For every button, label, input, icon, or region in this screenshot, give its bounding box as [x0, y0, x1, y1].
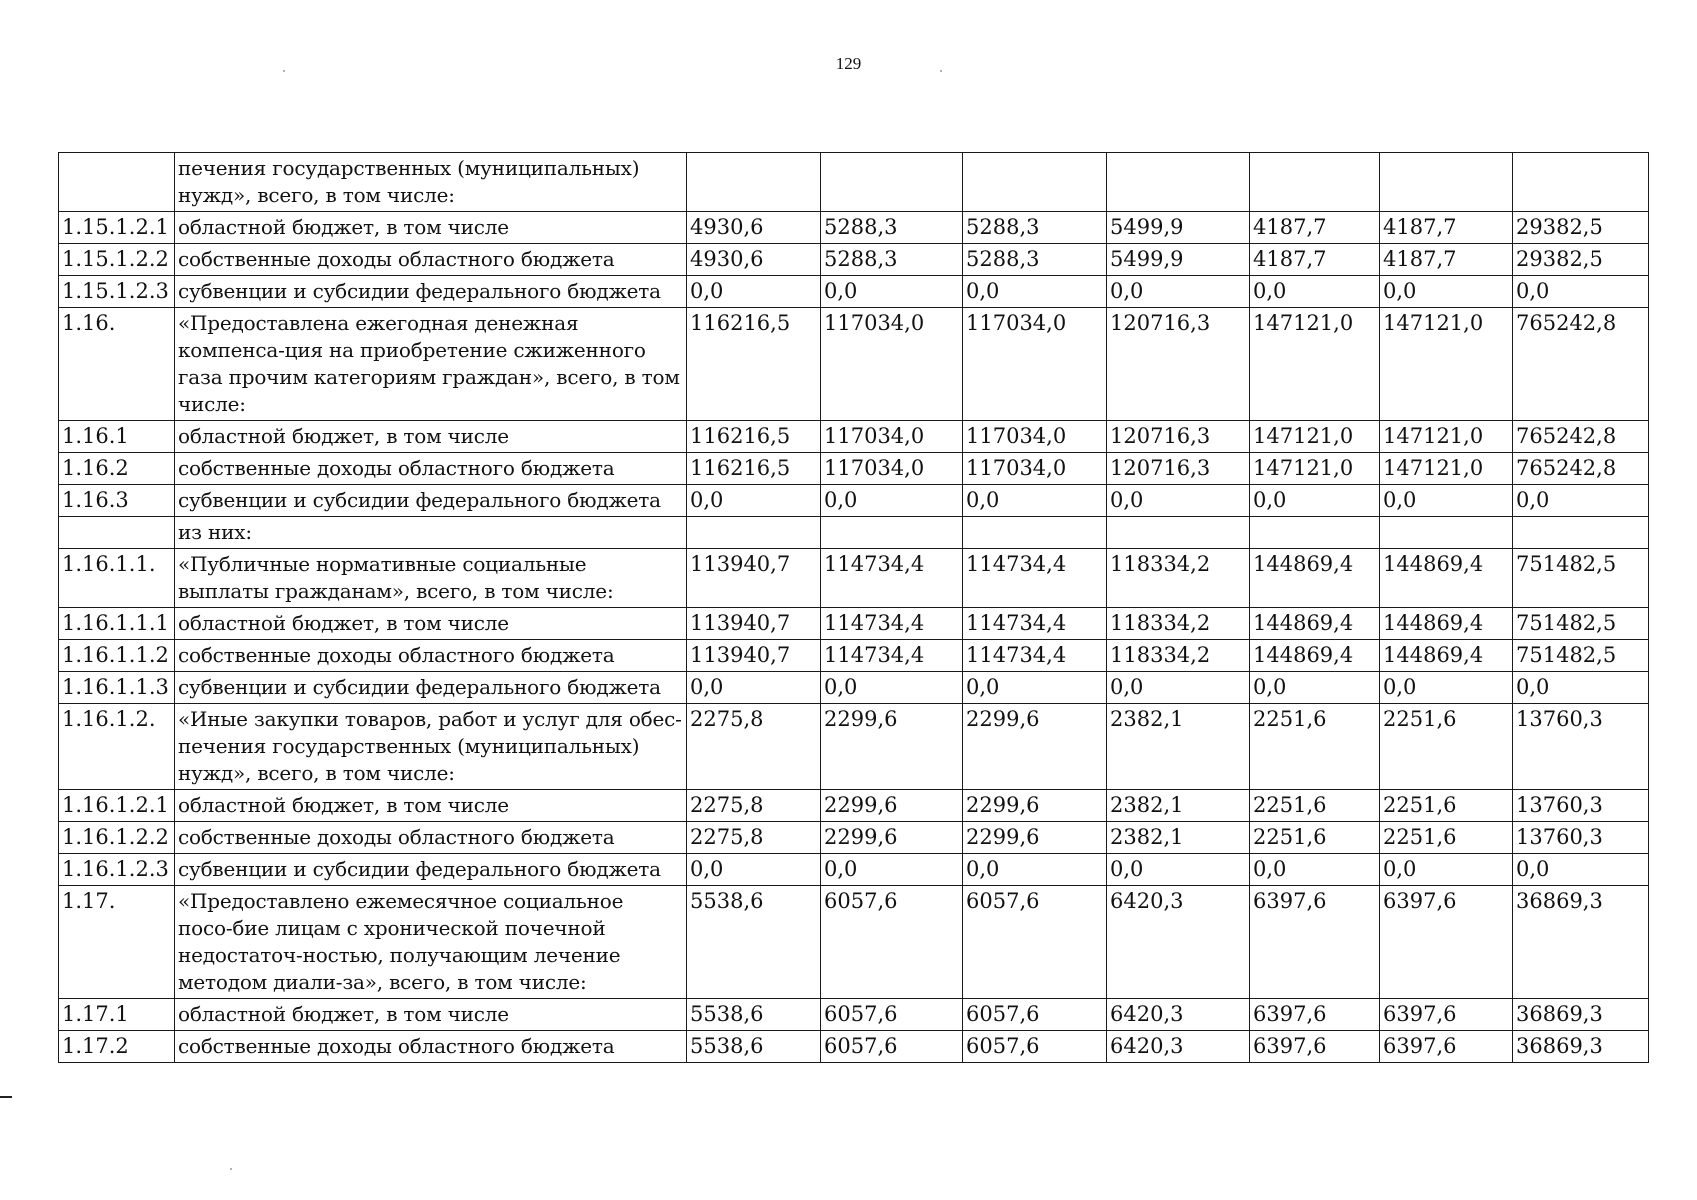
- row-code-cell: 1.15.1.2.3: [59, 276, 175, 308]
- row-value-cell: 13760,3: [1513, 822, 1649, 854]
- row-code-cell: 1.16.2: [59, 453, 175, 485]
- scan-speck: [283, 70, 285, 72]
- row-value-cell: [1250, 517, 1380, 549]
- table-row: [59, 453, 1649, 485]
- row-value-cell: 765242,8: [1513, 421, 1649, 453]
- row-value-cell: 2382,1: [1107, 822, 1250, 854]
- table-row: [59, 640, 1649, 672]
- row-value-cell: 6057,6: [963, 886, 1107, 999]
- row-value-cell: 118334,2: [1107, 608, 1250, 640]
- row-code-cell: 1.17.: [59, 886, 175, 999]
- row-value-cell: 0,0: [1107, 276, 1250, 308]
- row-value-cell: 117034,0: [963, 421, 1107, 453]
- row-code-cell: 1.16.3: [59, 485, 175, 517]
- row-value-cell: 29382,5: [1513, 212, 1649, 244]
- row-code-cell: 1.16.1.2.3: [59, 854, 175, 886]
- row-description-cell: собственные доходы областного бюджета: [175, 453, 687, 485]
- row-value-cell: 2251,6: [1380, 704, 1513, 790]
- table-row: [59, 153, 1649, 212]
- row-code-cell: 1.16.1.2.: [59, 704, 175, 790]
- row-description-cell: «Предоставлена ежегодная денежная компенса-ция на приобретение сжиженного газа прочим категориям граждан», всего, в том числе:: [175, 308, 687, 421]
- margin-mark: [0, 1096, 12, 1098]
- row-value-cell: 120716,3: [1107, 453, 1250, 485]
- row-value-cell: 6420,3: [1107, 1031, 1250, 1063]
- row-value-cell: 117034,0: [821, 453, 963, 485]
- row-value-cell: [1107, 517, 1250, 549]
- table-row: [59, 704, 1649, 790]
- row-value-cell: 13760,3: [1513, 790, 1649, 822]
- row-value-cell: 114734,4: [963, 608, 1107, 640]
- row-value-cell: 147121,0: [1250, 421, 1380, 453]
- row-value-cell: 4187,7: [1250, 244, 1380, 276]
- row-value-cell: 5538,6: [687, 886, 821, 999]
- table-body: [59, 153, 1649, 1063]
- row-value-cell: 116216,5: [687, 453, 821, 485]
- row-value-cell: 36869,3: [1513, 999, 1649, 1031]
- row-value-cell: 5538,6: [687, 999, 821, 1031]
- row-value-cell: 6057,6: [963, 1031, 1107, 1063]
- row-description-cell: собственные доходы областного бюджета: [175, 640, 687, 672]
- row-code-cell: [59, 517, 175, 549]
- row-code-cell: 1.15.1.2.1: [59, 212, 175, 244]
- row-description-cell: субвенции и субсидии федерального бюджета: [175, 276, 687, 308]
- table-row: [59, 517, 1649, 549]
- row-value-cell: 147121,0: [1250, 308, 1380, 421]
- table-row: [59, 485, 1649, 517]
- table-row: [59, 549, 1649, 608]
- row-value-cell: 0,0: [1513, 485, 1649, 517]
- row-description-cell: субвенции и субсидии федерального бюджета: [175, 485, 687, 517]
- row-value-cell: 6397,6: [1250, 1031, 1380, 1063]
- row-value-cell: 0,0: [1107, 485, 1250, 517]
- row-value-cell: 0,0: [1250, 485, 1380, 517]
- row-value-cell: 765242,8: [1513, 308, 1649, 421]
- row-value-cell: 116216,5: [687, 421, 821, 453]
- scan-speck: [940, 70, 942, 72]
- row-value-cell: 2251,6: [1250, 822, 1380, 854]
- budget-table: [58, 152, 1649, 1063]
- row-code-cell: 1.16.1.1.: [59, 549, 175, 608]
- row-value-cell: [1250, 153, 1380, 212]
- row-value-cell: 144869,4: [1250, 640, 1380, 672]
- row-value-cell: 118334,2: [1107, 640, 1250, 672]
- row-code-cell: 1.17.1: [59, 999, 175, 1031]
- row-code-cell: 1.16.1: [59, 421, 175, 453]
- row-value-cell: 120716,3: [1107, 308, 1250, 421]
- row-code-cell: 1.17.2: [59, 1031, 175, 1063]
- row-value-cell: 6057,6: [963, 999, 1107, 1031]
- row-value-cell: 2251,6: [1250, 790, 1380, 822]
- row-value-cell: 0,0: [821, 276, 963, 308]
- row-description-cell: «Публичные нормативные социальные выплаты гражданам», всего, в том числе:: [175, 549, 687, 608]
- row-value-cell: 751482,5: [1513, 608, 1649, 640]
- row-value-cell: [821, 517, 963, 549]
- row-value-cell: 6420,3: [1107, 999, 1250, 1031]
- row-value-cell: 4187,7: [1380, 244, 1513, 276]
- row-value-cell: 0,0: [687, 276, 821, 308]
- row-value-cell: 144869,4: [1380, 608, 1513, 640]
- row-value-cell: 6397,6: [1380, 1031, 1513, 1063]
- row-description-cell: из них:: [175, 517, 687, 549]
- row-value-cell: 29382,5: [1513, 244, 1649, 276]
- row-value-cell: 147121,0: [1380, 308, 1513, 421]
- row-value-cell: 0,0: [1250, 854, 1380, 886]
- row-value-cell: 2275,8: [687, 790, 821, 822]
- row-value-cell: 2299,6: [963, 822, 1107, 854]
- row-value-cell: 5288,3: [821, 244, 963, 276]
- row-value-cell: [1380, 517, 1513, 549]
- table-row: [59, 999, 1649, 1031]
- row-value-cell: 144869,4: [1250, 608, 1380, 640]
- row-code-cell: 1.16.: [59, 308, 175, 421]
- row-description-cell: печения государственных (муниципальных) нужд», всего, в том числе:: [175, 153, 687, 212]
- row-value-cell: 2275,8: [687, 822, 821, 854]
- row-description-cell: собственные доходы областного бюджета: [175, 244, 687, 276]
- row-value-cell: 114734,4: [963, 549, 1107, 608]
- row-value-cell: [963, 517, 1107, 549]
- row-value-cell: 6397,6: [1380, 886, 1513, 999]
- row-value-cell: 0,0: [1250, 276, 1380, 308]
- row-value-cell: 0,0: [687, 854, 821, 886]
- row-description-cell: субвенции и субсидии федерального бюджета: [175, 854, 687, 886]
- row-description-cell: областной бюджет, в том числе: [175, 790, 687, 822]
- table-row: [59, 822, 1649, 854]
- table-row: [59, 608, 1649, 640]
- row-description-cell: «Иные закупки товаров, работ и услуг для обес-печения государственных (муниципальных) нужд», всего, в том числе:: [175, 704, 687, 790]
- row-value-cell: 765242,8: [1513, 453, 1649, 485]
- row-value-cell: 147121,0: [1380, 453, 1513, 485]
- row-value-cell: 5288,3: [821, 212, 963, 244]
- row-value-cell: 5499,9: [1107, 244, 1250, 276]
- table-row: [59, 886, 1649, 999]
- row-code-cell: 1.15.1.2.2: [59, 244, 175, 276]
- row-value-cell: 0,0: [1513, 276, 1649, 308]
- row-value-cell: 0,0: [687, 672, 821, 704]
- budget-table-container: [58, 152, 1648, 1063]
- row-value-cell: 2251,6: [1250, 704, 1380, 790]
- row-value-cell: 0,0: [1107, 672, 1250, 704]
- row-description-cell: областной бюджет, в том числе: [175, 999, 687, 1031]
- row-description-cell: «Предоставлено ежемесячное социальное посо-бие лицам с хронической почечной недостаточ-ностью, получающим лечение методом диали-за», всего, в том числе:: [175, 886, 687, 999]
- row-value-cell: 0,0: [1380, 854, 1513, 886]
- row-description-cell: областной бюджет, в том числе: [175, 212, 687, 244]
- row-value-cell: 117034,0: [821, 421, 963, 453]
- row-value-cell: [1513, 153, 1649, 212]
- row-value-cell: 114734,4: [821, 640, 963, 672]
- row-value-cell: 0,0: [1380, 485, 1513, 517]
- row-value-cell: 144869,4: [1380, 640, 1513, 672]
- row-code-cell: 1.16.1.2.2: [59, 822, 175, 854]
- row-value-cell: 36869,3: [1513, 886, 1649, 999]
- row-value-cell: 2299,6: [821, 704, 963, 790]
- table-row: [59, 308, 1649, 421]
- row-value-cell: 0,0: [1513, 854, 1649, 886]
- row-value-cell: 6057,6: [821, 1031, 963, 1063]
- row-value-cell: 113940,7: [687, 608, 821, 640]
- row-value-cell: 0,0: [821, 854, 963, 886]
- row-code-cell: [59, 153, 175, 212]
- row-value-cell: 4187,7: [1380, 212, 1513, 244]
- table-row: [59, 1031, 1649, 1063]
- row-value-cell: 5499,9: [1107, 212, 1250, 244]
- row-value-cell: 2382,1: [1107, 704, 1250, 790]
- row-value-cell: 0,0: [1513, 672, 1649, 704]
- row-value-cell: 6057,6: [821, 999, 963, 1031]
- table-row: [59, 790, 1649, 822]
- page-number: 129: [835, 54, 862, 73]
- row-value-cell: 2382,1: [1107, 790, 1250, 822]
- row-value-cell: 0,0: [963, 276, 1107, 308]
- row-value-cell: 13760,3: [1513, 704, 1649, 790]
- row-code-cell: 1.16.1.1.2: [59, 640, 175, 672]
- row-value-cell: 116216,5: [687, 308, 821, 421]
- row-value-cell: 2299,6: [821, 822, 963, 854]
- row-value-cell: [687, 517, 821, 549]
- table-row: [59, 244, 1649, 276]
- row-value-cell: 5288,3: [963, 212, 1107, 244]
- scan-speck: [230, 1168, 232, 1170]
- row-value-cell: 117034,0: [821, 308, 963, 421]
- table-row: [59, 212, 1649, 244]
- row-value-cell: 114734,4: [963, 640, 1107, 672]
- row-value-cell: 4930,6: [687, 244, 821, 276]
- row-value-cell: 2299,6: [963, 790, 1107, 822]
- row-value-cell: [821, 153, 963, 212]
- row-value-cell: 6420,3: [1107, 886, 1250, 999]
- row-value-cell: 147121,0: [1380, 421, 1513, 453]
- row-value-cell: [1107, 153, 1250, 212]
- row-value-cell: 114734,4: [821, 549, 963, 608]
- row-value-cell: 6397,6: [1250, 999, 1380, 1031]
- row-description-cell: собственные доходы областного бюджета: [175, 1031, 687, 1063]
- row-value-cell: 6397,6: [1250, 886, 1380, 999]
- row-value-cell: 118334,2: [1107, 549, 1250, 608]
- row-value-cell: 2251,6: [1380, 790, 1513, 822]
- row-value-cell: 0,0: [1250, 672, 1380, 704]
- row-value-cell: 6057,6: [821, 886, 963, 999]
- row-value-cell: 114734,4: [821, 608, 963, 640]
- row-value-cell: 113940,7: [687, 549, 821, 608]
- row-value-cell: 113940,7: [687, 640, 821, 672]
- row-value-cell: 0,0: [821, 485, 963, 517]
- row-value-cell: 120716,3: [1107, 421, 1250, 453]
- table-row: [59, 672, 1649, 704]
- row-value-cell: 4930,6: [687, 212, 821, 244]
- row-value-cell: 2299,6: [963, 704, 1107, 790]
- table-row: [59, 421, 1649, 453]
- row-description-cell: областной бюджет, в том числе: [175, 608, 687, 640]
- row-value-cell: 751482,5: [1513, 640, 1649, 672]
- table-row: [59, 854, 1649, 886]
- row-value-cell: 117034,0: [963, 453, 1107, 485]
- row-value-cell: [687, 153, 821, 212]
- row-value-cell: [1513, 517, 1649, 549]
- row-value-cell: 0,0: [1107, 854, 1250, 886]
- table-row: [59, 276, 1649, 308]
- row-value-cell: 144869,4: [1380, 549, 1513, 608]
- row-value-cell: 2299,6: [821, 790, 963, 822]
- row-description-cell: собственные доходы областного бюджета: [175, 822, 687, 854]
- row-value-cell: 147121,0: [1250, 453, 1380, 485]
- row-value-cell: [1380, 153, 1513, 212]
- row-value-cell: 0,0: [687, 485, 821, 517]
- row-description-cell: областной бюджет, в том числе: [175, 421, 687, 453]
- row-value-cell: 4187,7: [1250, 212, 1380, 244]
- row-code-cell: 1.16.1.2.1: [59, 790, 175, 822]
- row-value-cell: 5288,3: [963, 244, 1107, 276]
- row-code-cell: 1.16.1.1.1: [59, 608, 175, 640]
- row-value-cell: 0,0: [1380, 276, 1513, 308]
- row-value-cell: 0,0: [963, 854, 1107, 886]
- row-value-cell: 751482,5: [1513, 549, 1649, 608]
- row-value-cell: 144869,4: [1250, 549, 1380, 608]
- row-value-cell: 36869,3: [1513, 1031, 1649, 1063]
- row-value-cell: 2275,8: [687, 704, 821, 790]
- row-description-cell: субвенции и субсидии федерального бюджета: [175, 672, 687, 704]
- row-value-cell: 0,0: [963, 672, 1107, 704]
- row-value-cell: 0,0: [1380, 672, 1513, 704]
- row-code-cell: 1.16.1.1.3: [59, 672, 175, 704]
- row-value-cell: [963, 153, 1107, 212]
- row-value-cell: 6397,6: [1380, 999, 1513, 1031]
- row-value-cell: 5538,6: [687, 1031, 821, 1063]
- row-value-cell: 0,0: [963, 485, 1107, 517]
- row-value-cell: 0,0: [821, 672, 963, 704]
- row-value-cell: 2251,6: [1380, 822, 1513, 854]
- row-value-cell: 117034,0: [963, 308, 1107, 421]
